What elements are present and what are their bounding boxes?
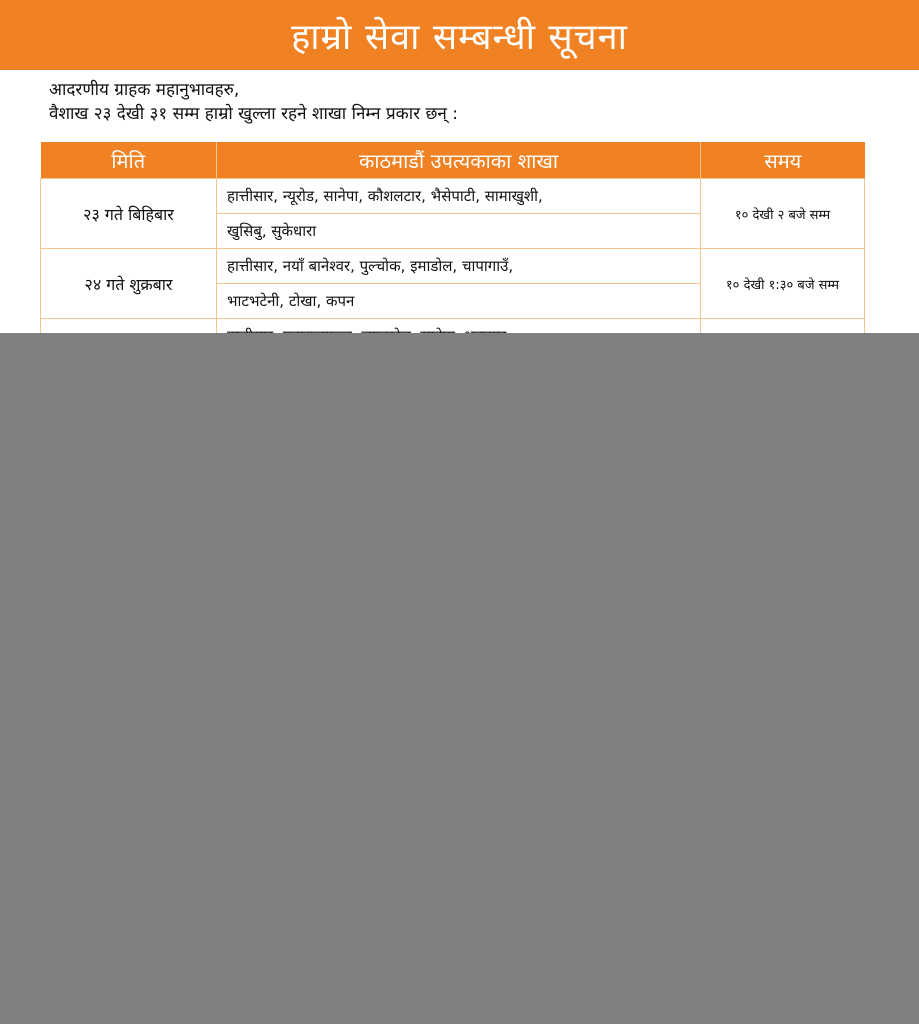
row-branches: हात्तीसार, नयाँ बानेश्वर, पुल्चोक, इमाडोल, चापागाउँ, [217, 249, 701, 284]
table-header-row [41, 142, 865, 179]
intro-text [49, 78, 458, 126]
header-time: समय [701, 142, 865, 179]
row-date: २४ गते शुक्रबार [41, 249, 217, 319]
header-date: मिति [41, 142, 217, 179]
row-branches: भाटभटेनी, टोखा, कपन [217, 284, 701, 319]
row-time: १० देखी १:३० बजे सम्म [701, 249, 865, 319]
gray-occlusion-block [0, 333, 919, 1024]
intro-line: वैशाख २३ देखी ३१ सम्म हाम्रो खुल्ला रहने शाखा निम्न प्रकार छन् : [49, 104, 458, 124]
row-time: १० देखी २ बजे सम्म [701, 179, 865, 249]
table-row [41, 249, 865, 284]
notice-title: हाम्रो सेवा सम्बन्धी सूचना [291, 16, 628, 58]
header-branches: काठमाडौं उपत्यकाका शाखा [217, 142, 701, 179]
greeting-line: आदरणीय ग्राहक महानुभावहरु, [49, 80, 240, 100]
row-branches: खुसिबु, सुकेधारा [217, 214, 701, 249]
table-row [41, 179, 865, 214]
notice-title-banner [0, 0, 919, 70]
row-date: २३ गते बिहिबार [41, 179, 217, 249]
branch-schedule-table [40, 142, 865, 354]
row-branches: हात्तीसार, न्यूरोड, सानेपा, कौशलटार, भैसेपाटी, सामाखुशी, [217, 179, 701, 214]
